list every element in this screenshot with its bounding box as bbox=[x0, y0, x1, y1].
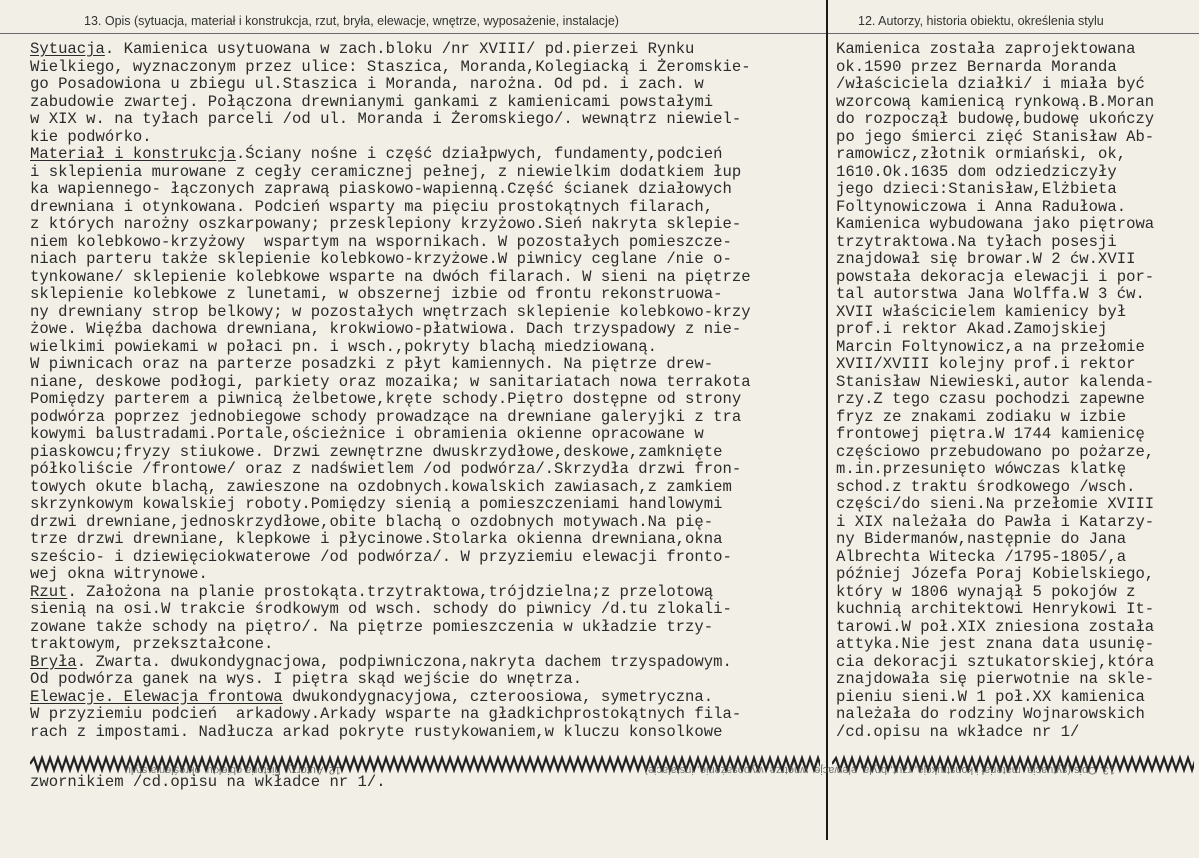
description-text bbox=[30, 41, 830, 741]
history-line: schod.z traktu środkowego /wsch. bbox=[836, 477, 1136, 496]
history-line: znajdował się browar.W 2 ćw.XVII bbox=[836, 250, 1136, 268]
mirrored-header-right: 12. Autorzy, historia obiektu, określenia stylu bbox=[124, 764, 341, 776]
description-line-text: ny drewniany strop belkowy; w pozostałych wnętrzach sklepienie kolebkowo-krzy bbox=[30, 302, 751, 321]
history-line: kuchnią architektowi Henrykowi It- bbox=[836, 600, 1155, 618]
description-line-text: w XIX w. na tyłach parceli /od ul. Moranda i Żeromskiego/. wewnątrz niewiel- bbox=[30, 110, 742, 128]
history-line: Kamienica wybudowana jako piętrowa bbox=[836, 215, 1155, 233]
section-heading: Bryła bbox=[30, 652, 77, 671]
description-line-text: Od podwórza ganek na wys. I piętra skąd wejście do wnętrza. bbox=[30, 670, 583, 688]
history-line: częściowo przebudowano po pożarze, bbox=[836, 442, 1155, 461]
description-line bbox=[30, 234, 830, 252]
description-line bbox=[30, 531, 830, 549]
description-line bbox=[30, 549, 830, 567]
description-line-text: z których narożny oszkarpowany; przesklepiony krzyżowo.Sień nakryta sklepie- bbox=[30, 215, 742, 233]
description-line bbox=[30, 444, 830, 462]
section-heading: Sytuacja bbox=[30, 40, 105, 58]
description-line-text: towych okute blachą, zawieszone na ozdobnych.kowalskich zawiasach,z zamkiem bbox=[30, 477, 732, 496]
history-line: tal autorstwa Jana Wolffa.W 3 ćw. bbox=[836, 285, 1145, 303]
description-line-text: rach z impostami. Nadłucza arkad pokryte rustykowaniem,w kluczu konsolkowe bbox=[30, 722, 723, 741]
description-line bbox=[30, 146, 830, 164]
description-line-text: Wielkiego, wyznaczonym przez ulice: Staszica, Moranda,Kolegiacką i Żeromskie- bbox=[30, 57, 751, 76]
description-line bbox=[30, 391, 830, 409]
description-line-text: kowymi balustradami.Portale,ościeżnice i obramienia okienne opracowane w bbox=[30, 425, 704, 443]
description-line bbox=[30, 356, 830, 374]
history-line: attyka.Nie jest znana data usunię- bbox=[836, 635, 1155, 653]
history-line: Foltynowiczowa i Anna Radułowa. bbox=[836, 197, 1127, 216]
history-text bbox=[836, 41, 1196, 741]
history-line: prof.i rektor Akad.Zamojskiej bbox=[836, 320, 1108, 338]
description-line-text: traktowym, przekształcone. bbox=[30, 635, 274, 653]
history-line: po jego śmierci zięć Stanisław Ab- bbox=[836, 127, 1155, 146]
description-line bbox=[30, 59, 830, 77]
history-line: XVII właścicielem kamienicy był bbox=[836, 302, 1127, 321]
description-line-text: drzwi drewniane,jednoskrzydłowe,obite blachą o ozdobnych motywach.Na pię- bbox=[30, 512, 714, 531]
description-line-text: go Posadowiona u zbiegu ul.Staszica i Moranda, narożna. Od pd. i zach. w bbox=[30, 75, 704, 93]
description-line bbox=[30, 164, 830, 182]
description-line bbox=[30, 41, 830, 59]
history-line: tarowi.W poł.XIX zniesiona została bbox=[836, 617, 1155, 636]
description-line-text: wielkimi powiekami w połaci pn. i wsch.,pokryty blachą miedziowaną. bbox=[30, 337, 657, 356]
history-line: części/do sieni.Na przełomie XVIII bbox=[836, 495, 1155, 513]
section-heading: Elewacje. Elewacja frontowa bbox=[30, 687, 283, 706]
description-line-text: ka wapiennego- łączonych zaprawą piaskowo-wapienną.Część ścianek działowych bbox=[30, 180, 732, 198]
description-line bbox=[30, 286, 830, 304]
continuation-note: zwornikiem /cd.opisu na wkładce nr 1/. bbox=[30, 773, 386, 791]
history-line: 1610.Ok.1635 dom odziedziczyły bbox=[836, 162, 1117, 181]
description-line-text: skrzynkowym kowalskiej roboty.Pomiędzy sienią a pomieszczeniami handlowymi bbox=[30, 495, 723, 513]
description-line bbox=[30, 251, 830, 269]
description-line bbox=[30, 426, 830, 444]
history-line: rzy.Z tego czasu pochodzi zapewne bbox=[836, 390, 1145, 408]
description-line bbox=[30, 514, 830, 532]
history-line: cia dekoracji sztukatorskiej,która bbox=[836, 652, 1155, 671]
history-line: pieniu sieni.W 1 poł.XX kamienica bbox=[836, 687, 1145, 706]
description-line-text: niach parteru także sklepienie kolebkowo-krzyżowe.W piwnicy ceglane /nie o- bbox=[30, 250, 732, 268]
history-line: /cd.opisu na wkładce nr 1/ bbox=[836, 722, 1080, 741]
description-line bbox=[30, 461, 830, 479]
description-line bbox=[30, 304, 830, 322]
history-line: /właściciela działki/ i miała być bbox=[836, 75, 1145, 93]
description-line bbox=[30, 129, 830, 147]
description-line-text: drewniana i otynkowana. Podcień wsparty ma pięciu prostokątnych filarach, bbox=[30, 197, 714, 216]
description-line bbox=[30, 601, 830, 619]
history-line: Marcin Foltynowicz,a na przełomie bbox=[836, 337, 1145, 356]
description-line-text: wej okna witrynowe. bbox=[30, 565, 208, 583]
description-line-text: niane, deskowe podłogi, parkiety oraz mozaika; w sanitariatach nowa terrakota bbox=[30, 372, 751, 391]
description-line bbox=[30, 671, 830, 689]
description-line-text: piaskowcu;fryzy stiukowe. Drzwi zewnętrzne dwuskrzydłowe,deskowe,zamknięte bbox=[30, 442, 723, 461]
description-line-text: żowe. Więźba dachowa drewniana, krokwiowo-płatwiowa. Dach trzyspadowy z nie- bbox=[30, 320, 742, 338]
description-line bbox=[30, 76, 830, 94]
description-line-text: i sklepienia murowane z cegły ceramicznej pełnej, z niewielkim dodatkiem łup bbox=[30, 162, 742, 181]
header-divider bbox=[0, 33, 1199, 34]
section-heading: Rzut bbox=[30, 582, 68, 601]
history-line: ok.1590 przez Bernarda Moranda bbox=[836, 57, 1117, 76]
description-line bbox=[30, 199, 830, 217]
description-line-text: półkoliście /frontowe/ oraz z nadświetlem /od podwórza/.Skrzydła drzwi fron- bbox=[30, 460, 742, 478]
description-line bbox=[30, 724, 830, 742]
description-line-text: niem kolebkowo-krzyżowy wspartym na wspornikach. W pozostałych pomieszcze- bbox=[30, 232, 732, 251]
description-line bbox=[30, 496, 830, 514]
history-line: ny Bidermanów,następnie do Jana bbox=[836, 530, 1127, 548]
description-line bbox=[30, 321, 830, 339]
description-line-text: sześcio- i dziewięciokwaterowe /od podwórza/. W przyziemiu elewacji fronto- bbox=[30, 547, 732, 566]
description-line bbox=[30, 339, 830, 357]
description-line-text: . Zwarta. dwukondygnacjowa, podpiwniczona,nakryta dachem trzyspadowym. bbox=[76, 652, 732, 671]
header-authors-history: 12. Autorzy, historia obiektu, określenia stylu bbox=[858, 14, 1104, 28]
description-line-text: . Kamienica usytuowana w zach.bloku /nr XVIII/ pd.pierzei Rynku bbox=[104, 40, 695, 58]
description-line bbox=[30, 409, 830, 427]
section-heading: Materiał i konstrukcja bbox=[30, 145, 236, 163]
mirrored-header-left: 13. Opis (sytuacja, materiał i konstrukcja, rzut, bryła, elewacje, wnętrze, wyposażenie, instalacje) bbox=[644, 764, 1115, 776]
description-line bbox=[30, 619, 830, 637]
history-line: wzorcową kamienicą rynkową.B.Moran bbox=[836, 92, 1155, 111]
description-line-text: .Ściany nośne i część działpwych, fundamenty,podcień bbox=[235, 145, 723, 163]
description-line bbox=[30, 689, 830, 707]
description-line-text: W przyziemiu podcień arkadowy.Arkady wsparte na gładkichprostokątnych fila- bbox=[30, 705, 742, 723]
history-line: do rozpoczął budowę,budowę ukończy bbox=[836, 110, 1155, 128]
history-line: frontowej piętra.W 1744 kamienicę bbox=[836, 425, 1145, 443]
description-line bbox=[30, 111, 830, 129]
history-line: później Józefa Poraj Kobielskiego, bbox=[836, 565, 1155, 583]
history-line: znajdowała się pierwotnie na skle- bbox=[836, 670, 1155, 688]
description-line bbox=[30, 181, 830, 199]
description-line-text: W piwnicach oraz na parterze posadzki z płyt kamiennych. Na piętrze drew- bbox=[30, 355, 714, 373]
description-line bbox=[30, 374, 830, 392]
description-line-text: zowane także schody na piętro/. Na piętrze pomieszczenia w układzie trzy- bbox=[30, 617, 714, 636]
description-line bbox=[30, 636, 830, 654]
history-line: ramowicz,złotnik ormiański, ok, bbox=[836, 145, 1127, 163]
history-line: XVII/XVIII kolejny prof.i rektor bbox=[836, 355, 1136, 373]
description-line bbox=[30, 216, 830, 234]
description-line-text: Pomiędzy parterem a piwnicą żelbetowe,kręte schody.Piętro dostępne od strony bbox=[30, 390, 742, 408]
history-line: Kamienica została zaprojektowana bbox=[836, 40, 1136, 58]
description-line-text: tynkowane/ sklepienie kolebkowe wsparte na dwóch filarach. W sieni na piętrze bbox=[30, 267, 751, 286]
history-line: który w 1806 wynajął 5 pokojów z bbox=[836, 582, 1136, 601]
description-line bbox=[30, 566, 830, 584]
description-line-text: . Założona na planie prostokąta.trzytraktowa,trójdzielna;z przelotową bbox=[67, 582, 714, 601]
description-line bbox=[30, 654, 830, 672]
history-line: trzytraktowa.Na tyłach posesji bbox=[836, 232, 1117, 251]
description-line-text: podwórza poprzez jednobiegowe schody prowadzące na drewniane galeryjki z tra bbox=[30, 407, 742, 426]
history-line: i XIX należała do Pawła i Katarzy- bbox=[836, 512, 1155, 531]
description-line-text: trze drzwi drewniane, klepkowe i płycinowe.Stolarka okienna drewniana,okna bbox=[30, 530, 723, 548]
header-description: 13. Opis (sytuacja, materiał i konstrukcja, rzut, bryła, elewacje, wnętrze, wyposażenie, instalacje) bbox=[84, 14, 619, 28]
description-line bbox=[30, 269, 830, 287]
history-line: Stanisław Niewieski,autor kalenda- bbox=[836, 372, 1155, 391]
description-line bbox=[30, 94, 830, 112]
history-line: fryz ze znakami zodiaku w izbie bbox=[836, 407, 1127, 426]
history-line: Albrechta Witecka /1795-1805/,a bbox=[836, 547, 1127, 566]
description-line bbox=[30, 479, 830, 497]
history-line: jego dzieci:Stanisław,Elżbieta bbox=[836, 180, 1117, 198]
history-line: m.in.przesunięto wówczas klatkę bbox=[836, 460, 1127, 478]
description-line bbox=[30, 584, 830, 602]
history-line: powstała dekoracja elewacji i por- bbox=[836, 267, 1155, 286]
description-line bbox=[30, 706, 830, 724]
description-line-text: sienią na osi.W trakcie środkowym od wsch. schody do piwnicy /d.tu zlokali- bbox=[30, 600, 732, 618]
description-line-text: sklepienie kolebkowe z lunetami, w obszernej izbie od frontu rekonstruowa- bbox=[30, 285, 723, 303]
description-line-text: kie podwórko. bbox=[30, 127, 152, 146]
history-line: należała do rodziny Wojnarowskich bbox=[836, 705, 1145, 723]
description-line-text: dwukondygnacyjowa, czteroosiowa, symetryczna. bbox=[282, 687, 714, 706]
description-line-text: zabudowie zwartej. Połączona drewnianymi gankami z kamienicami powstałymi bbox=[30, 92, 714, 111]
